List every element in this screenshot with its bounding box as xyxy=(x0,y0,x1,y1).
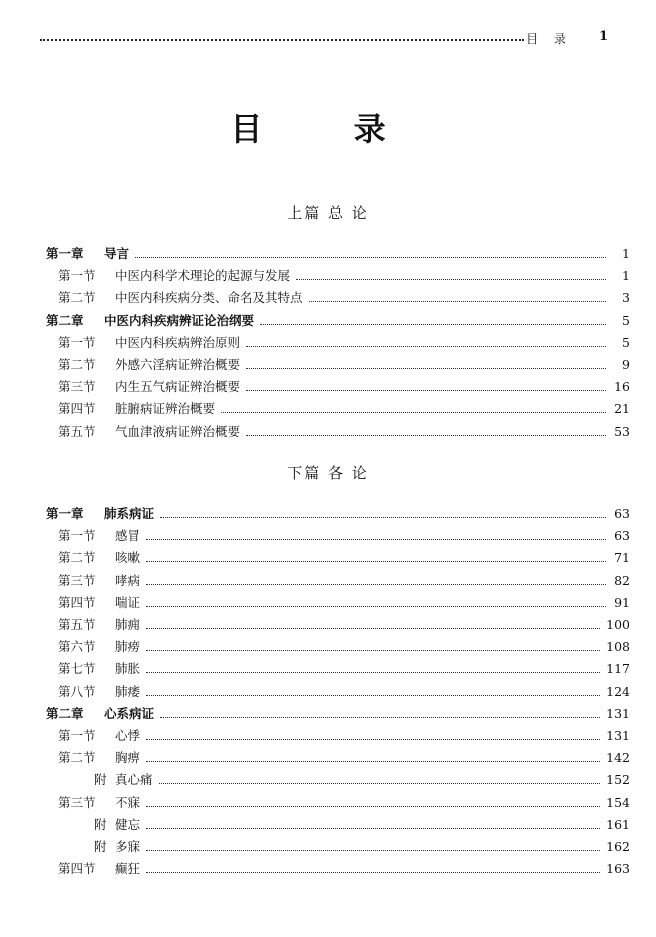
toc-entry-page: 124 xyxy=(606,683,630,699)
toc-entry-number: 第三节 xyxy=(58,572,96,588)
leader-dots xyxy=(146,549,606,562)
leader-dots xyxy=(159,771,601,784)
toc-entry-title: 导言 xyxy=(104,246,130,261)
toc-entry-page: 53 xyxy=(614,423,630,439)
toc-entry[interactable] xyxy=(46,355,630,375)
toc-entry-number: 第四节 xyxy=(58,401,96,417)
toc-entry[interactable] xyxy=(46,266,630,286)
toc-entry-number: 第二节 xyxy=(58,550,96,566)
page-title: 目 录 xyxy=(230,110,426,148)
leader-dots xyxy=(146,616,600,629)
toc-entry[interactable] xyxy=(46,637,630,657)
leader-dots xyxy=(246,334,606,347)
toc-entry-page: 63 xyxy=(614,528,630,544)
part-heading-2: 下篇 各 论 xyxy=(287,464,369,482)
toc-entry-number: 第三节 xyxy=(58,379,96,395)
toc-entry[interactable] xyxy=(46,682,630,702)
toc-entry[interactable] xyxy=(46,526,630,546)
leader-dots xyxy=(309,289,606,302)
leader-dots xyxy=(146,683,600,696)
leader-dots xyxy=(146,594,606,607)
toc-entry-number: 第四节 xyxy=(58,594,96,610)
toc-entry-page: 142 xyxy=(606,750,630,766)
toc-entry[interactable] xyxy=(46,837,630,857)
toc-entry-number: 第一节 xyxy=(58,334,96,350)
leader-dots xyxy=(246,378,606,391)
toc-entry-number: 附 xyxy=(94,772,107,788)
toc-entry-page: 154 xyxy=(606,794,630,810)
toc-entry-page: 21 xyxy=(614,401,630,417)
leader-dots xyxy=(296,267,606,280)
toc-entry-title: 感冒 xyxy=(115,528,141,544)
toc-entry-page: 3 xyxy=(622,290,630,306)
toc-entry-page: 16 xyxy=(614,379,630,395)
toc-entry-page: 1 xyxy=(622,268,630,284)
toc-entry-page: 1 xyxy=(622,246,630,261)
toc-entry-title: 肺系病证 xyxy=(104,506,155,521)
leader-dots xyxy=(146,838,600,851)
header-title: 目 录 xyxy=(526,32,572,46)
toc-entry[interactable] xyxy=(46,748,630,768)
toc-entry-number: 附 xyxy=(94,816,107,832)
toc-entry-number: 第一节 xyxy=(58,268,96,284)
toc-entry[interactable] xyxy=(46,615,630,635)
toc-entry-number: 附 xyxy=(94,839,107,854)
toc-entry-number: 第四节 xyxy=(58,861,96,877)
leader-dots xyxy=(146,527,606,540)
toc-entry-number: 第八节 xyxy=(58,683,96,699)
toc-entry-title: 中医内科疾病辨治原则 xyxy=(115,334,241,350)
toc-entry-page: 161 xyxy=(606,816,630,832)
toc-entry-number: 第三节 xyxy=(58,794,96,810)
toc-entry-number: 第二章 xyxy=(46,312,84,328)
leader-dots xyxy=(146,816,600,829)
toc-entry-title: 中医内科学术理论的起源与发展 xyxy=(115,268,291,284)
leader-dots xyxy=(160,505,606,518)
toc-entry-title: 真心痛 xyxy=(115,772,153,788)
toc-entry-title: 肺痿 xyxy=(115,683,141,699)
leader-dots xyxy=(146,727,600,740)
toc-entry-number: 第一章 xyxy=(46,506,84,521)
leader-dots xyxy=(146,572,606,585)
toc-entry-title: 脏腑病证辨治概要 xyxy=(115,401,216,417)
leader-dots xyxy=(246,423,606,436)
toc-entry[interactable] xyxy=(46,659,630,679)
toc-entry[interactable] xyxy=(46,793,630,813)
leader-dots xyxy=(146,860,600,873)
header-leader-dots xyxy=(40,39,524,41)
toc-entry-page: 152 xyxy=(606,772,630,788)
toc-entry-page: 9 xyxy=(622,357,630,372)
leader-dots xyxy=(246,356,606,369)
toc-entry-number: 第六节 xyxy=(58,639,96,655)
toc-entry[interactable] xyxy=(46,288,630,308)
leader-dots xyxy=(146,794,600,807)
toc-entry[interactable] xyxy=(46,333,630,353)
toc-entry-title: 癫狂 xyxy=(115,861,141,877)
toc-entry-title: 肺胀 xyxy=(115,661,141,677)
toc-entry-number: 第二章 xyxy=(46,705,84,721)
toc-entry-number: 第二节 xyxy=(58,357,96,372)
toc-entry-number: 第七节 xyxy=(58,661,96,677)
toc-entry-title: 健忘 xyxy=(115,816,141,832)
toc-entry-number: 第一章 xyxy=(46,246,84,261)
toc-entry-title: 哮病 xyxy=(115,572,141,588)
header-page-number: 1 xyxy=(598,29,608,44)
toc-entry[interactable] xyxy=(46,815,630,835)
toc-entry[interactable] xyxy=(46,504,630,524)
leader-dots xyxy=(160,705,600,718)
toc-entry-page: 108 xyxy=(606,639,630,655)
leader-dots xyxy=(146,749,600,762)
toc-entry-number: 第一节 xyxy=(58,528,96,544)
toc-entry-title: 内生五气病证辨治概要 xyxy=(115,379,241,395)
toc-entry-page: 63 xyxy=(614,506,630,521)
toc-entry-number: 第二节 xyxy=(58,290,96,306)
toc-entry-page: 91 xyxy=(614,594,630,610)
toc-entry-title: 咳嗽 xyxy=(115,550,141,566)
toc-entry-title: 胸痹 xyxy=(115,750,141,766)
toc-entry-title: 喘证 xyxy=(115,594,141,610)
toc-entry-page: 131 xyxy=(606,728,630,743)
toc-entry[interactable] xyxy=(46,399,630,419)
toc-entry-title: 中医内科疾病辨证论治纲要 xyxy=(104,312,255,328)
toc-entry-page: 100 xyxy=(606,617,630,632)
toc-entry-page: 82 xyxy=(614,572,630,588)
toc-entry[interactable] xyxy=(46,571,630,591)
leader-dots xyxy=(135,245,606,258)
toc-entry[interactable] xyxy=(46,311,630,331)
leader-dots xyxy=(146,638,600,651)
toc-entry[interactable] xyxy=(46,726,630,746)
toc-entry[interactable] xyxy=(46,770,630,790)
toc-entry-title: 多寐 xyxy=(115,839,141,854)
toc-entry[interactable] xyxy=(46,548,630,568)
toc-entry-title: 肺痈 xyxy=(115,617,141,632)
toc-entry[interactable] xyxy=(46,593,630,613)
toc-entry-page: 5 xyxy=(622,312,630,328)
running-header xyxy=(40,30,616,50)
toc-entry[interactable] xyxy=(46,704,630,724)
toc-entry-page: 131 xyxy=(606,705,630,721)
toc-entry-page: 117 xyxy=(606,661,630,677)
toc-entry-page: 5 xyxy=(622,334,630,350)
toc-entry[interactable] xyxy=(46,859,630,879)
toc-entry-title: 心系病证 xyxy=(104,705,155,721)
part-heading-1: 上篇 总 论 xyxy=(287,204,369,222)
toc-entry-title: 不寐 xyxy=(115,794,141,810)
toc-entry[interactable] xyxy=(46,244,630,264)
toc-entry-number: 第一节 xyxy=(58,728,96,743)
toc-entry-title: 中医内科疾病分类、命名及其特点 xyxy=(115,290,303,306)
toc-entry-title: 外感六淫病证辨治概要 xyxy=(115,357,241,372)
toc-entry-number: 第二节 xyxy=(58,750,96,766)
leader-dots xyxy=(221,400,606,413)
toc-entry-page: 162 xyxy=(606,839,630,854)
toc-entry-title: 肺痨 xyxy=(115,639,141,655)
leader-dots xyxy=(260,312,606,325)
toc-entry-number: 第五节 xyxy=(58,617,96,632)
toc-entry-page: 71 xyxy=(614,550,630,566)
toc-entry-title: 心悸 xyxy=(115,728,141,743)
toc-entry[interactable] xyxy=(46,422,630,442)
toc-entry[interactable] xyxy=(46,377,630,397)
leader-dots xyxy=(146,660,600,673)
toc-entry-number: 第五节 xyxy=(58,423,96,439)
toc-entry-page: 163 xyxy=(606,861,630,877)
toc-entry-title: 气血津液病证辨治概要 xyxy=(115,423,241,439)
